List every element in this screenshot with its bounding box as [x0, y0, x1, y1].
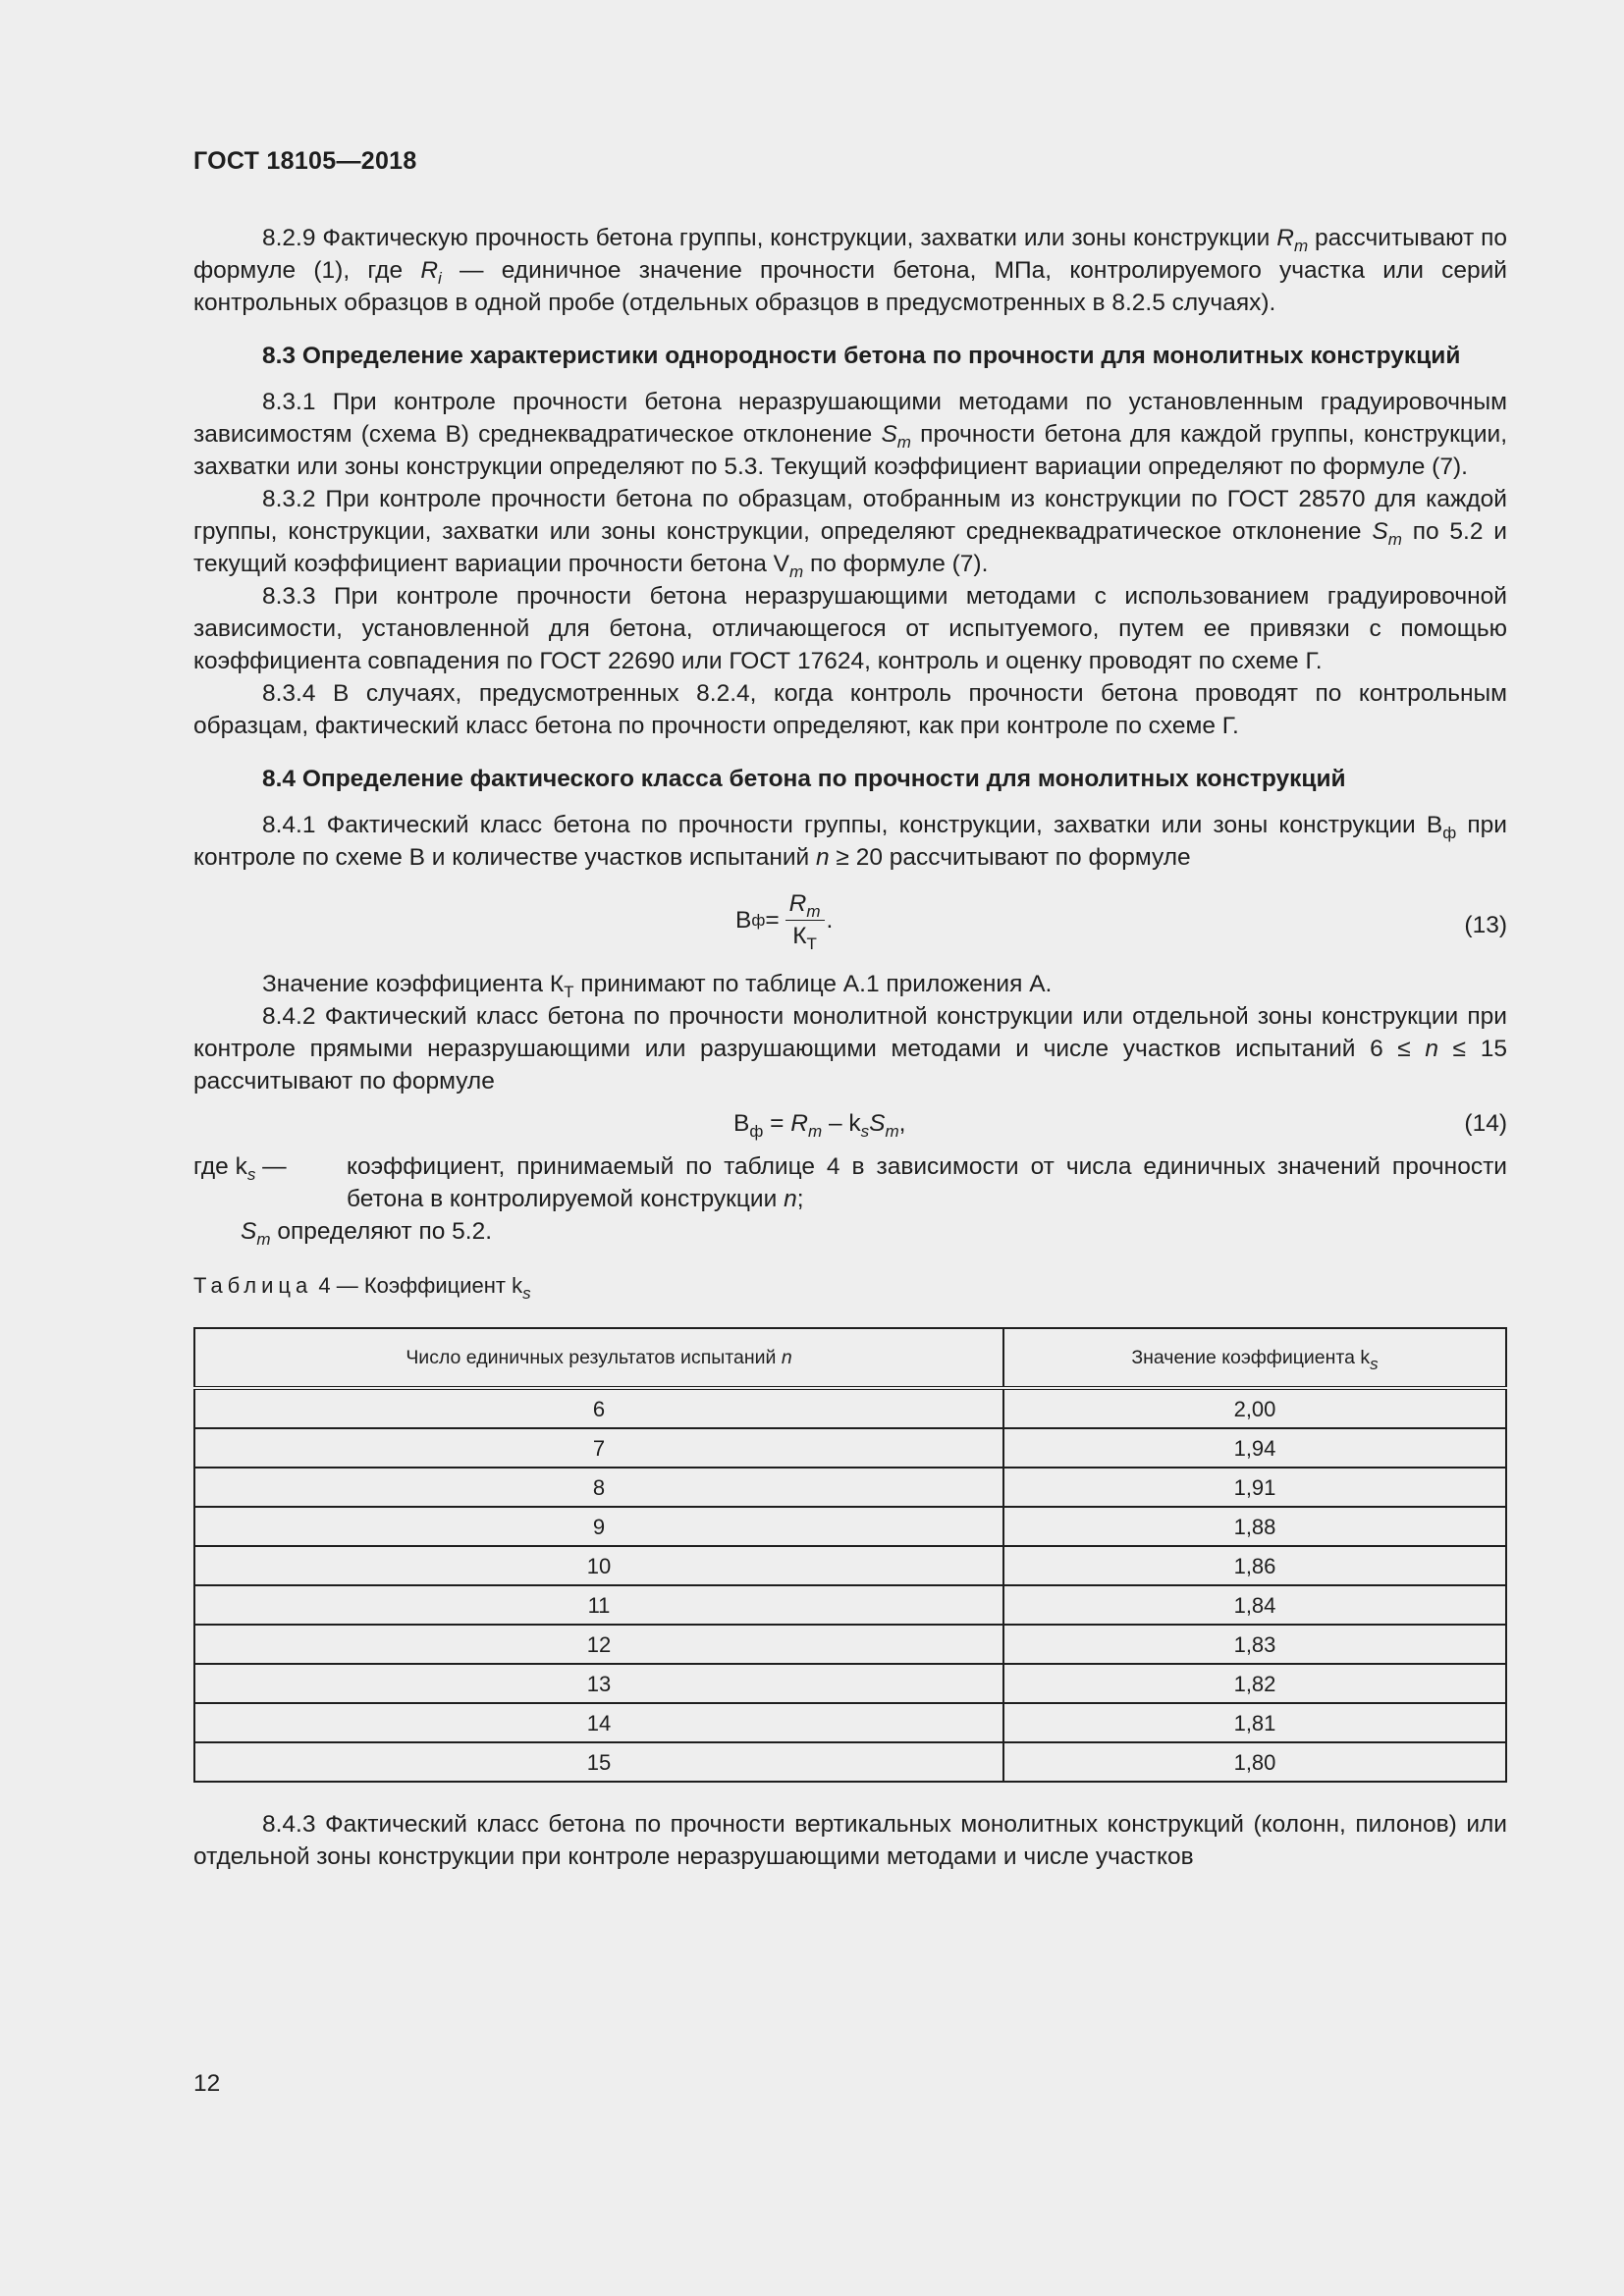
cell-k: 1,88	[1003, 1507, 1506, 1546]
document-header: ГОСТ 18105—2018	[193, 147, 417, 175]
cell-k: 1,83	[1003, 1625, 1506, 1664]
cell-k: 1,80	[1003, 1742, 1506, 1782]
table-row	[194, 1742, 1506, 1782]
page-number: 12	[193, 2070, 221, 2097]
cell-n: 11	[194, 1585, 1003, 1625]
paragraph-8-3-3: 8.3.3 При контроле прочности бетона неразрушающими методами с использованием градуировочной зависимости, установленной для бетона, отличающегося от испытуемого, путем ее привязки с помощью коэффициента совпадения по ГОСТ 22690 или ГОСТ 17624, контроль и оценку проводят по схеме Г.	[193, 583, 1507, 674]
fraction: $\frac{R_m}{К_Т}$	[785, 889, 825, 951]
column-header-n: Число единичных результатов испытаний n	[194, 1328, 1003, 1388]
cell-n: 12	[194, 1625, 1003, 1664]
cell-k: 1,82	[1003, 1664, 1506, 1703]
document-body	[193, 222, 1507, 1873]
paragraph-8-3-2: 8.3.2 При контроле прочности бетона по образцам, отобранным из конструкции по ГОСТ 28570 для каждой группы, конструкции, захватки или зоны конструкции, определяют среднеквадратическое отклонение $S_m$ по 5.2 и текущий коэффициент вариации прочности бетона $V_m$ по формуле (7).	[193, 486, 1507, 581]
table-row	[194, 1507, 1506, 1546]
paragraph-8-4-1: 8.4.1 Фактический класс бетона по прочности группы, конструкции, захватки или зоны конструкции $В_ф$ при контроле по схеме В и количестве участков испытаний n ≥ 20 рассчитывают по формуле	[193, 812, 1507, 871]
paragraph-8-3-1: 8.3.1 При контроле прочности бетона неразрушающими методами по установленным градуировочным зависимостям (схема В) среднеквадратическое отклонение $S_m$ прочности бетона для каждой группы, конструкции, захватки или зоны конструкции определяют по 5.3. Текущий коэффициент вариации определяют по формуле (7).	[193, 389, 1508, 480]
formula-13-number: (13)	[1464, 912, 1507, 938]
section-heading-8-4: 8.4 Определение фактического класса бетона по прочности для монолитных конструкций	[262, 766, 1346, 792]
paragraph-8-3-4: 8.3.4 В случаях, предусмотренных 8.2.4, когда контроль прочности бетона проводят по контрольным образцам, фактический класс бетона по прочности определяют, как при контроле по схеме Г.	[193, 680, 1507, 739]
cell-n: 8	[194, 1468, 1003, 1507]
cell-k: 1,86	[1003, 1546, 1506, 1585]
where-definition-ks: коэффициент, принимаемый по таблице 4 в зависимости от числа единичных значений прочности бетона в контролируемой конструкции n;	[347, 1153, 1507, 1212]
formula-13	[193, 885, 1507, 964]
cell-n: 9	[194, 1507, 1003, 1546]
table-4-caption: Таблица 4 — Коэффициент $k_s$	[193, 1273, 531, 1303]
paragraph-8-4-2: 8.4.2 Фактический класс бетона по прочности монолитной конструкции или отдельной зоны конструкции при контроле прямыми неразрушающими или разрушающими методами и числе участков испытаний 6 ≤ n ≤ 15 рассчитывают по формуле	[193, 1003, 1508, 1095]
table-row	[194, 1625, 1506, 1664]
table-4	[193, 1327, 1507, 1783]
table-row	[194, 1664, 1506, 1703]
where-clause: где $k_s$ — коэффициент, принимаемый по таблице 4 в зависимости от числа единичных значений прочности бетона в контролируемой конструкции n;	[193, 1150, 1507, 1215]
formula-14-number: (14)	[1464, 1110, 1507, 1137]
where-definition-sm: $S_m$ определяют по 5.2.	[241, 1218, 493, 1249]
cell-n: 6	[194, 1388, 1003, 1428]
column-header-ks: Значение коэффициента $k_s$	[1003, 1328, 1506, 1388]
section-heading-8-3: 8.3 Определение характеристики однородности бетона по прочности для монолитных конструкций	[262, 343, 1461, 369]
paragraph-8-4-3: 8.4.3 Фактический класс бетона по прочности вертикальных монолитных конструкций (колонн, пилонов) или отдельной зоны конструкции при контроле неразрушающими методами и числе участков	[193, 1811, 1507, 1870]
table-row	[194, 1585, 1506, 1625]
cell-n: 7	[194, 1428, 1003, 1468]
cell-k: 1,81	[1003, 1703, 1506, 1742]
table-row	[194, 1546, 1506, 1585]
cell-k: 2,00	[1003, 1388, 1506, 1428]
paragraph-8-2-9: 8.2.9 Фактическую прочность бетона группы, конструкции, захватки или зоны конструкции $R_m$ рассчитывают по формуле (1), где $R_i$ — единичное значение прочности бетона, МПа, контролируемого участка или серий контрольных образцов в одной пробе (отдельных образцов в предусмотренных в 8.2.5 случаях).	[193, 225, 1507, 316]
cell-n: 13	[194, 1664, 1003, 1703]
table-row	[194, 1703, 1506, 1742]
cell-n: 15	[194, 1742, 1003, 1782]
table-row	[194, 1388, 1506, 1428]
table-row	[194, 1468, 1506, 1507]
formula-13-expression: В ф = $\frac{R_m}{К_Т}$ .	[735, 890, 834, 953]
table-row	[194, 1428, 1506, 1468]
cell-k: 1,84	[1003, 1585, 1506, 1625]
formula-14-expression: $В_ф = R_m - k_sS_m$,	[733, 1110, 906, 1141]
cell-n: 10	[194, 1546, 1003, 1585]
formula-14	[193, 1105, 1507, 1145]
paragraph-kt-note: Значение коэффициента $К_Т$ принимают по таблице А.1 приложения А.	[262, 971, 1053, 1001]
table-header-row	[194, 1328, 1506, 1388]
cell-n: 14	[194, 1703, 1003, 1742]
cell-k: 1,94	[1003, 1428, 1506, 1468]
cell-k: 1,91	[1003, 1468, 1506, 1507]
